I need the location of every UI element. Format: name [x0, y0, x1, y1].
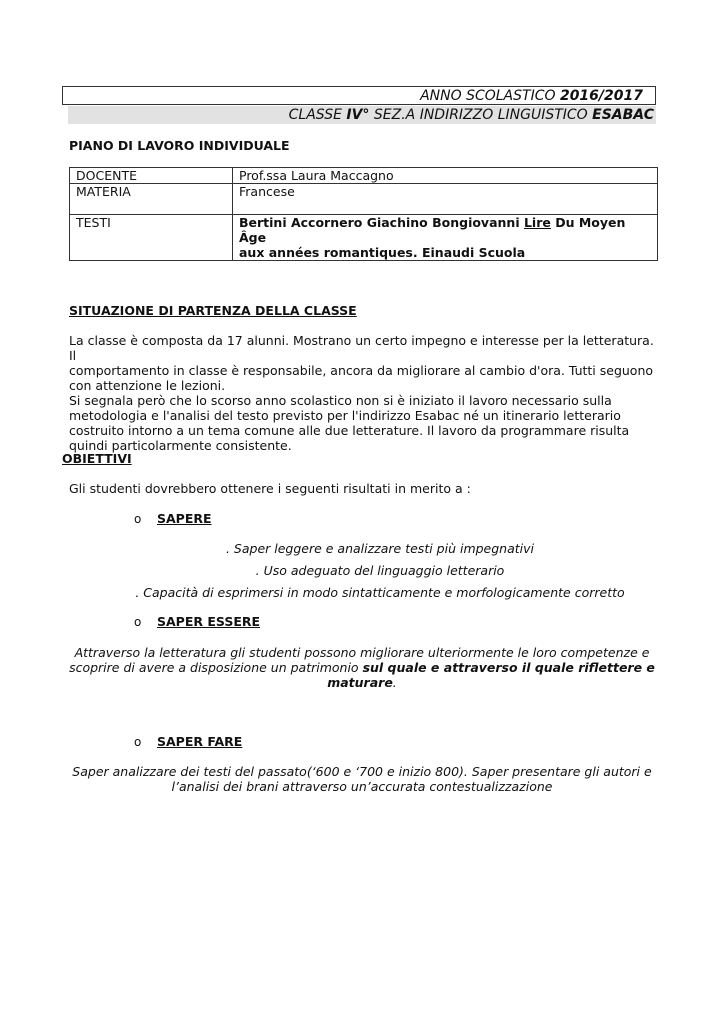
- materia-label: MATERIA: [70, 184, 233, 215]
- bullet-saper-essere: o: [134, 615, 142, 629]
- info-table: [69, 167, 658, 261]
- saper-essere-line3-bold: maturare: [327, 675, 393, 690]
- saper-fare-heading: SAPER FARE: [157, 734, 243, 749]
- saper-essere-line2-pre: scoprire di avere a disposizione un patrimonio: [69, 660, 363, 675]
- testi-lire: Lire: [523, 215, 551, 230]
- saper-fare-text: [40, 764, 684, 794]
- anno-year: 2016/2017: [559, 88, 643, 104]
- testi-value: [233, 215, 658, 261]
- testi-line2: aux années romantiques. Einaudi Scuola: [239, 245, 526, 260]
- situazione-paragraph: [69, 333, 659, 453]
- bullet-sapere: o: [134, 512, 142, 526]
- saper-essere-text: [40, 645, 684, 690]
- classe-prefix: CLASSE: [288, 107, 347, 123]
- table-row-docente: [70, 168, 658, 184]
- saper-essere-line: [40, 660, 684, 675]
- testi-authors: Bertini Accornero Giachino Bongiovanni: [239, 215, 524, 230]
- situazione-line: La classe è composta da 17 alunni. Mostrano un certo impegno e interesse per la letteratura. Il: [69, 333, 654, 363]
- sapere-heading: SAPERE: [157, 511, 212, 526]
- situazione-line: Si segnala però che lo scorso anno scolastico non si è iniziato il lavoro necessario sulla: [69, 393, 612, 408]
- header-anno-box: [62, 86, 656, 105]
- saper-fare-line: Saper analizzare dei testi del passato(‘600 e ‘700 e inizio 800). Saper presentare gli autori e: [72, 764, 652, 779]
- sapere-item: . Uso adeguato del linguaggio letterario: [255, 563, 505, 578]
- piano-title: PIANO DI LAVORO INDIVIDUALE: [69, 138, 290, 153]
- saper-fare-line: l’analisi dei brani attraverso un’accurata contestualizzazione: [171, 779, 553, 794]
- classe-mid: SEZ.A INDIRIZZO LINGUISTICO: [369, 107, 593, 123]
- situazione-line: quindi particolarmente consistente.: [69, 438, 292, 453]
- table-row-materia: [70, 184, 658, 215]
- testi-line1-post: Du Moyen Âge: [239, 215, 626, 245]
- testi-label: TESTI: [70, 215, 233, 261]
- saper-essere-line: [40, 675, 684, 690]
- saper-essere-line2-bold: sul quale e attraverso il quale riflettere e: [362, 660, 655, 675]
- materia-value: Francese: [233, 184, 658, 215]
- saper-essere-line3-post: .: [392, 675, 397, 690]
- situazione-line: costruito intorno a un tema comune alle due letterature. Il lavoro da programmare risulta: [69, 423, 630, 438]
- situazione-line: comportamento in classe è responsabile, ancora da migliorare al cambio d'ora. Tutti seguono: [69, 363, 654, 378]
- bullet-saper-fare: o: [134, 735, 142, 749]
- situazione-heading: SITUAZIONE DI PARTENZA DELLA CLASSE: [69, 303, 357, 318]
- obiettivi-heading: OBIETTIVI: [62, 451, 132, 466]
- sapere-item: . Saper leggere e analizzare testi più impegnativi: [225, 541, 535, 556]
- docente-label: DOCENTE: [70, 168, 233, 184]
- saper-essere-line: Attraverso la letteratura gli studenti possono migliorare ulteriormente le loro competenze e: [74, 645, 650, 660]
- situazione-line: con attenzione le lezioni.: [69, 378, 226, 393]
- docente-value: Prof.ssa Laura Maccagno: [233, 168, 658, 184]
- sapere-item: . Capacità di esprimersi in modo sintatticamente e morfologicamente corretto: [135, 585, 625, 600]
- classe-num: IV°: [346, 107, 370, 123]
- obiettivi-intro: Gli studenti dovrebbero ottenere i seguenti risultati in merito a :: [69, 481, 471, 496]
- anno-prefix: ANNO SCOLASTICO: [420, 88, 560, 104]
- table-row-testi: [70, 215, 658, 261]
- header-classe-box: [68, 106, 656, 124]
- saper-essere-heading: SAPER ESSERE: [157, 614, 261, 629]
- situazione-line: metodologia e l'analisi del testo previsto per l'indirizzo Esabac né un itinerario letterario: [69, 408, 621, 423]
- classe-esabac: ESABAC: [592, 107, 654, 123]
